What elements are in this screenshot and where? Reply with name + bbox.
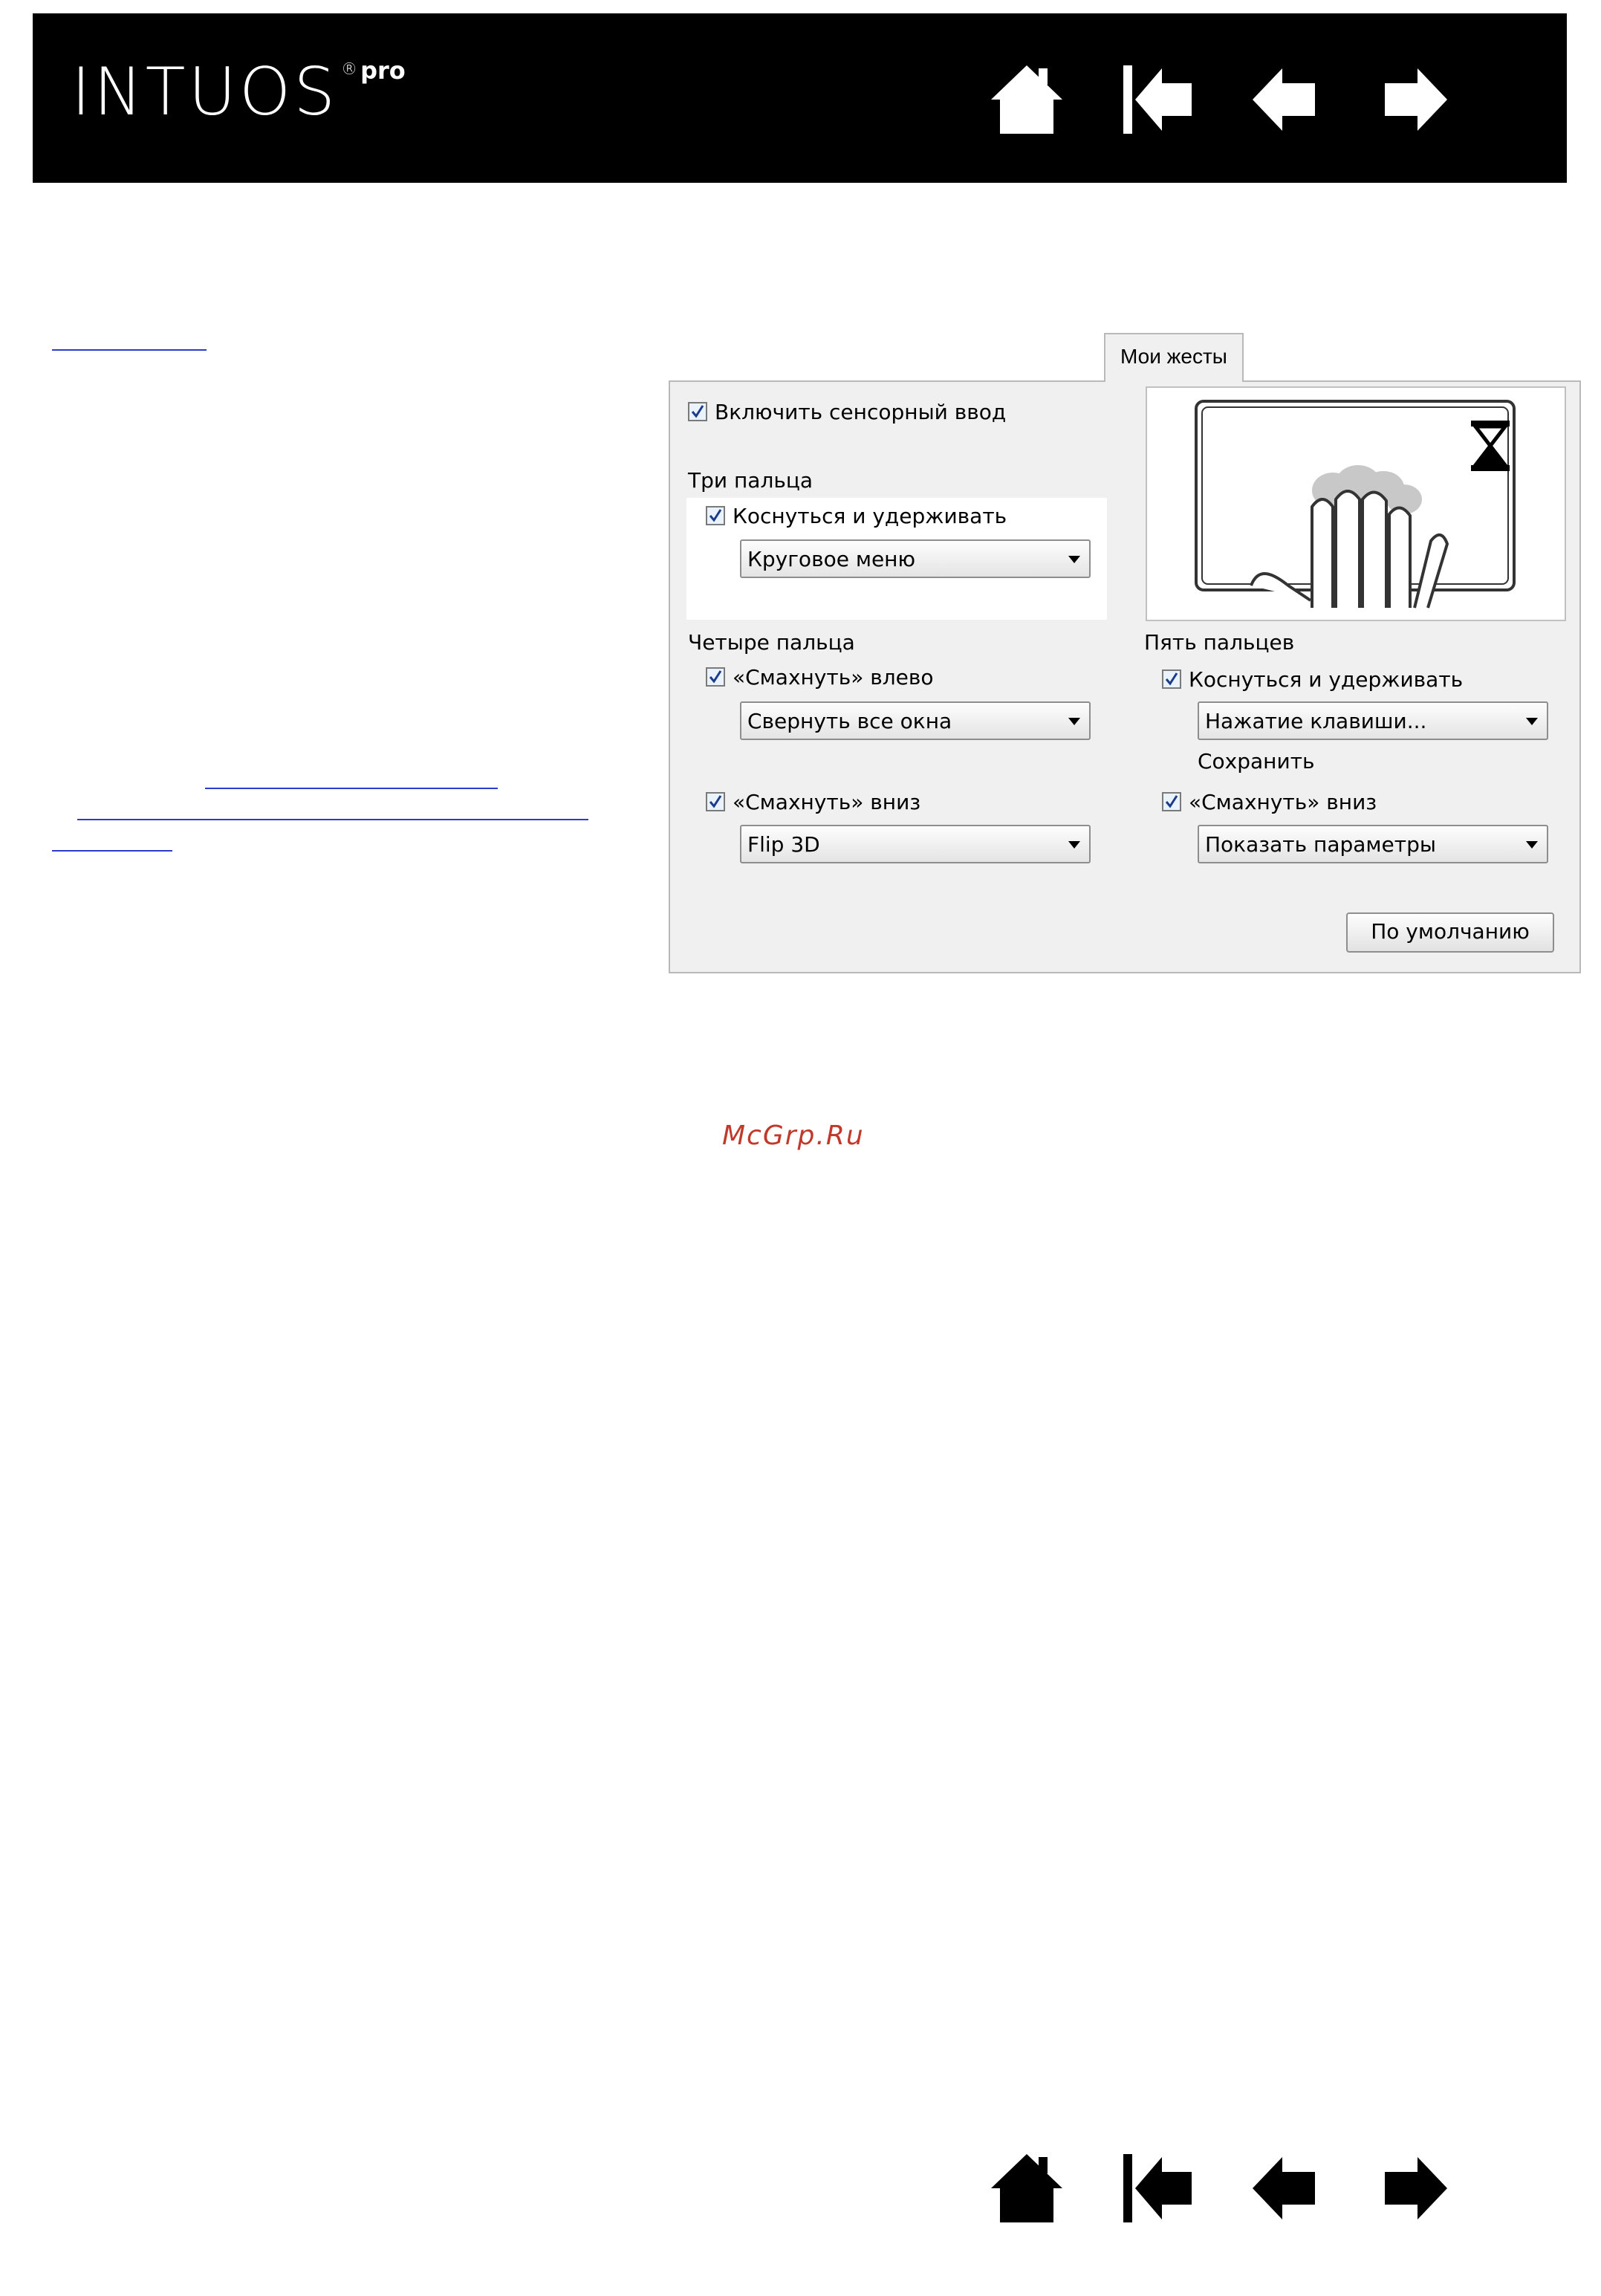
link-underline-3[interactable] xyxy=(77,819,588,820)
select-value: Круговое меню xyxy=(747,547,916,571)
home-button[interactable] xyxy=(990,62,1064,137)
check-icon xyxy=(1165,794,1178,809)
gesture-preview xyxy=(1146,386,1566,621)
tab-my-gestures[interactable]: Мои жесты xyxy=(1104,333,1244,382)
previous-page-button[interactable] xyxy=(1248,62,1322,137)
previous-page-icon xyxy=(1248,2151,1322,2225)
five-fingers-touch-hold-label: Коснуться и удерживать xyxy=(1189,667,1464,692)
first-page-button[interactable] xyxy=(1119,2151,1193,2225)
enable-touch-checkbox[interactable] xyxy=(688,402,707,421)
five-fingers-heading: Пять пальцев xyxy=(1144,630,1295,655)
default-button[interactable]: По умолчанию xyxy=(1346,912,1554,953)
watermark: McGrp.Ru xyxy=(722,1121,865,1151)
dropdown-arrow-icon xyxy=(1068,556,1080,563)
home-button[interactable] xyxy=(990,2151,1064,2225)
four-fingers-swipe-left-checkbox[interactable] xyxy=(706,667,725,687)
dropdown-arrow-icon xyxy=(1068,841,1080,849)
four-fingers-swipe-down-select[interactable] xyxy=(740,825,1091,863)
four-fingers-heading: Четыре пальца xyxy=(688,630,855,655)
logo-suffix: pro xyxy=(360,56,406,85)
top-navigation xyxy=(990,62,1452,137)
intuos-pro-logo xyxy=(71,53,406,130)
five-fingers-touch-hold-checkbox[interactable] xyxy=(1162,669,1181,689)
first-page-icon xyxy=(1119,62,1193,137)
check-icon xyxy=(709,794,722,809)
five-fingers-swipe-down-select[interactable] xyxy=(1198,825,1548,863)
select-value: Свернуть все окна xyxy=(747,709,952,733)
three-fingers-touch-hold-checkbox[interactable] xyxy=(706,506,725,525)
check-icon xyxy=(709,669,722,684)
five-fingers-swipe-down-checkbox[interactable] xyxy=(1162,792,1181,811)
three-fingers-touch-hold-label: Коснуться и удерживать xyxy=(733,504,1007,528)
link-underline-4[interactable] xyxy=(52,850,172,852)
previous-page-icon xyxy=(1248,62,1322,137)
logo-main: INTUOS xyxy=(71,53,339,130)
bottom-navigation xyxy=(990,2151,1452,2225)
first-page-icon xyxy=(1119,2151,1193,2225)
dropdown-arrow-icon xyxy=(1526,841,1538,849)
select-value: Нажатие клавиши... xyxy=(1205,709,1427,733)
check-icon xyxy=(709,508,722,523)
check-icon xyxy=(1165,672,1178,687)
three-fingers-touch-hold-select[interactable] xyxy=(740,539,1091,578)
next-page-icon xyxy=(1377,62,1452,137)
four-fingers-swipe-left-label: «Смахнуть» влево xyxy=(733,665,934,690)
next-page-button[interactable] xyxy=(1377,2151,1452,2225)
dropdown-arrow-icon xyxy=(1526,718,1538,725)
home-icon xyxy=(990,62,1064,137)
home-icon xyxy=(990,2151,1064,2225)
dropdown-arrow-icon xyxy=(1068,718,1080,725)
check-icon xyxy=(691,404,704,419)
enable-touch-label: Включить сенсорный ввод xyxy=(715,400,1007,424)
next-page-icon xyxy=(1377,2151,1452,2225)
next-page-button[interactable] xyxy=(1377,62,1452,137)
five-fingers-touch-hold-select[interactable] xyxy=(1198,701,1548,740)
previous-page-button[interactable] xyxy=(1248,2151,1322,2225)
select-value: Показать параметры xyxy=(1205,832,1436,857)
first-page-button[interactable] xyxy=(1119,62,1193,137)
four-fingers-swipe-left-select[interactable] xyxy=(740,701,1091,740)
five-fingers-swipe-down-label: «Смахнуть» вниз xyxy=(1189,790,1377,814)
five-finger-hand-illustration xyxy=(1147,388,1565,620)
three-fingers-heading: Три пальца xyxy=(688,468,814,493)
four-fingers-swipe-down-label: «Смахнуть» вниз xyxy=(733,790,921,814)
four-fingers-swipe-down-checkbox[interactable] xyxy=(706,792,725,811)
select-value: Flip 3D xyxy=(747,832,820,857)
link-underline-2[interactable] xyxy=(205,788,498,789)
link-underline-1[interactable] xyxy=(52,349,207,351)
logo-registered: ® xyxy=(341,60,361,79)
five-fingers-keystroke-sublabel: Сохранить xyxy=(1198,749,1315,774)
